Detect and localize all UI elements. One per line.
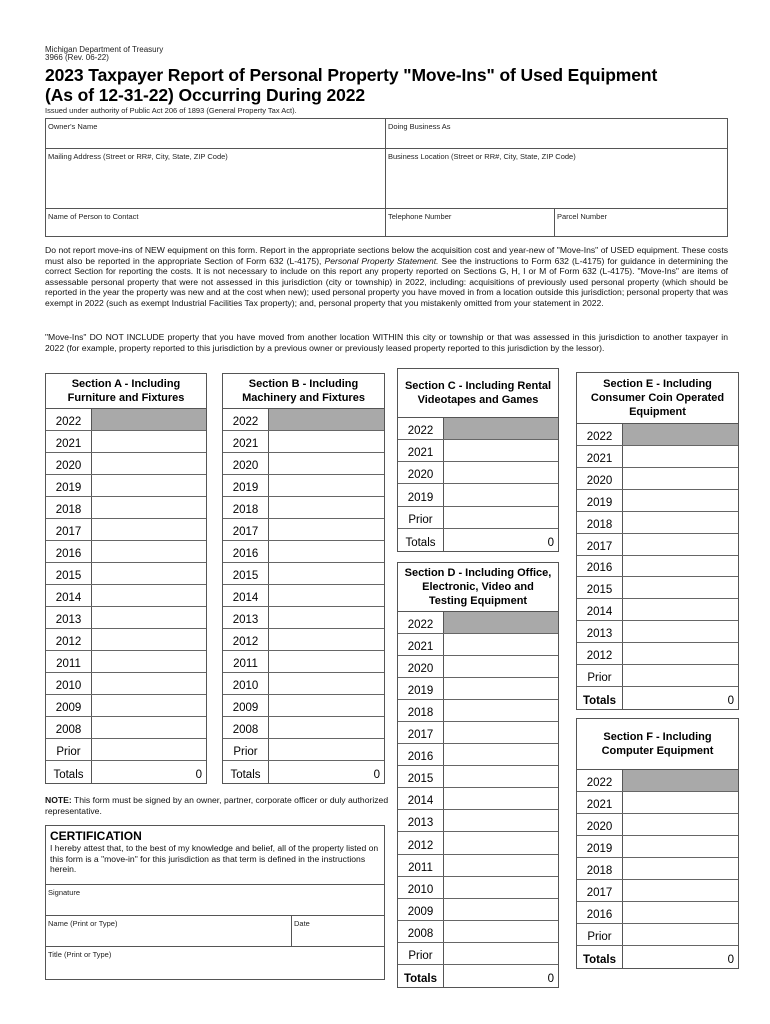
section-a-furniture-fixtures — [45, 373, 207, 784]
year-label: 2021 — [577, 446, 623, 467]
date-field[interactable] — [292, 915, 384, 946]
printed-name-label: Name (Print or Type) — [48, 919, 118, 928]
cost-input[interactable] — [444, 462, 558, 483]
cost-input[interactable] — [92, 651, 206, 672]
year-label: Totals — [223, 761, 269, 783]
cost-input[interactable] — [269, 629, 384, 650]
parcel-number-label: Parcel Number — [557, 212, 608, 221]
section-title: Section C - Including Rental Videotapes and Games — [398, 369, 558, 418]
year-row — [398, 462, 558, 484]
cost-input[interactable] — [269, 585, 384, 606]
year-label: 2022 — [46, 409, 92, 430]
year-label: 2014 — [398, 788, 444, 809]
year-row — [223, 475, 384, 497]
cost-input[interactable] — [92, 541, 206, 562]
year-label: 2019 — [398, 678, 444, 699]
year-label: 2019 — [577, 836, 623, 857]
cost-input[interactable] — [92, 739, 206, 760]
total-value: 0 — [373, 769, 380, 781]
year-label: 2016 — [577, 556, 623, 577]
year-label: 2021 — [398, 634, 444, 655]
cost-input[interactable] — [92, 519, 206, 540]
signature-label: Signature — [48, 888, 81, 897]
year-row — [398, 899, 558, 921]
telephone-label: Telephone Number — [388, 212, 452, 221]
year-label: 2022 — [577, 770, 623, 791]
year-label: 2011 — [398, 855, 444, 876]
date-label: Date — [294, 919, 310, 928]
year-label: 2021 — [398, 440, 444, 461]
year-label: 2018 — [46, 497, 92, 518]
cost-input[interactable] — [444, 700, 558, 721]
cost-input[interactable] — [623, 556, 738, 577]
year-row — [398, 877, 558, 899]
form-number: 3966 (Rev. 06-22) — [45, 53, 109, 62]
year-row — [398, 634, 558, 656]
signature-note — [45, 795, 390, 817]
year-row — [577, 424, 738, 446]
year-label: Prior — [223, 739, 269, 760]
year-label: 2014 — [46, 585, 92, 606]
cost-input[interactable] — [623, 577, 738, 598]
year-row — [46, 409, 206, 431]
cost-input[interactable] — [623, 924, 738, 945]
cost-input[interactable] — [444, 810, 558, 831]
year-label: 2019 — [398, 484, 444, 505]
year-label: 2008 — [223, 717, 269, 738]
page-title — [45, 65, 657, 105]
year-label: 2022 — [577, 424, 623, 445]
year-label: 2014 — [577, 599, 623, 620]
year-label: 2022 — [223, 409, 269, 430]
cost-input[interactable] — [92, 453, 206, 474]
year-label: 2020 — [577, 468, 623, 489]
year-row — [577, 577, 738, 599]
certification-box — [45, 825, 385, 980]
year-row — [223, 695, 384, 717]
cost-input[interactable] — [444, 678, 558, 699]
cost-input[interactable] — [623, 512, 738, 533]
disabled-cost-cell — [444, 612, 558, 633]
year-row — [46, 629, 206, 651]
year-label: 2020 — [398, 462, 444, 483]
section-e-coin-operated — [576, 372, 739, 710]
year-label: 2009 — [46, 695, 92, 716]
owners-name-field[interactable] — [46, 119, 386, 149]
year-row — [398, 855, 558, 877]
year-row — [398, 943, 558, 965]
year-label: Totals — [398, 529, 444, 551]
year-row — [46, 585, 206, 607]
year-label: 2015 — [46, 563, 92, 584]
year-label: 2018 — [398, 700, 444, 721]
year-label: 2017 — [398, 722, 444, 743]
year-row — [577, 770, 738, 792]
mailing-address-label: Mailing Address (Street or RR#, City, State, ZIP Code) — [48, 152, 228, 161]
year-label: 2010 — [46, 673, 92, 694]
year-row — [398, 832, 558, 854]
year-row — [577, 814, 738, 836]
year-label: 2011 — [46, 651, 92, 672]
section-title: Section D - Including Office, Electronic, Video and Testing Equipment — [398, 563, 558, 612]
year-row — [46, 607, 206, 629]
year-row — [398, 810, 558, 832]
cost-input[interactable] — [92, 497, 206, 518]
cost-input[interactable] — [444, 766, 558, 787]
year-label: 2017 — [46, 519, 92, 540]
totals-row — [398, 965, 558, 987]
year-label: 2015 — [398, 766, 444, 787]
doing-business-as-label: Doing Business As — [388, 122, 451, 131]
year-label: Totals — [577, 687, 623, 709]
section-b-machinery-fixtures — [222, 373, 385, 784]
total-value: 0 — [547, 972, 554, 985]
cost-input[interactable] — [623, 880, 738, 901]
totals-row — [46, 761, 206, 783]
note-text: This form must be signed by an owner, partner, corporate officer or duly authorized representative. — [45, 795, 389, 816]
cost-input[interactable] — [444, 656, 558, 677]
year-row — [223, 519, 384, 541]
title-line-2: (As of 12-31-22) Occurring During 2022 — [45, 85, 366, 105]
cost-input[interactable] — [92, 607, 206, 628]
printed-name-field[interactable] — [46, 915, 292, 946]
year-label: 2012 — [398, 832, 444, 853]
instructions-text: Do not report move-ins of NEW equipment on this form. Report in the appropriate sections below the acquisition cost and year-new of "Move-Ins" of USED equipment. These costs must also be reported in the appropriate Section of Form 632 (L-4175), — [45, 245, 728, 266]
year-label: Prior — [398, 507, 444, 528]
year-label: 2017 — [577, 880, 623, 901]
year-label: 2008 — [46, 717, 92, 738]
year-row — [577, 836, 738, 858]
year-row — [577, 924, 738, 946]
year-row — [398, 440, 558, 462]
cost-input[interactable] — [444, 899, 558, 920]
year-row — [223, 739, 384, 761]
cost-input[interactable] — [623, 643, 738, 664]
year-row — [223, 585, 384, 607]
year-label: 2009 — [223, 695, 269, 716]
instructions-paragraph-1 — [45, 245, 728, 309]
year-row — [223, 651, 384, 673]
year-row — [398, 722, 558, 744]
cost-input[interactable] — [92, 585, 206, 606]
note-label: NOTE: — [45, 795, 72, 805]
cost-input[interactable] — [269, 673, 384, 694]
title-field[interactable] — [46, 946, 384, 979]
total-value: 0 — [195, 769, 202, 781]
year-row — [46, 497, 206, 519]
year-label: 2020 — [46, 453, 92, 474]
disabled-cost-cell — [623, 770, 738, 791]
year-label: 2013 — [398, 810, 444, 831]
year-row — [398, 484, 558, 506]
year-label: 2021 — [223, 431, 269, 452]
cost-input[interactable] — [269, 695, 384, 716]
cost-input[interactable] — [269, 519, 384, 540]
year-label: 2010 — [223, 673, 269, 694]
year-label: 2012 — [577, 643, 623, 664]
year-label: 2019 — [46, 475, 92, 496]
business-location-field[interactable] — [386, 149, 727, 209]
cost-input[interactable] — [623, 858, 738, 879]
year-label: 2010 — [398, 877, 444, 898]
disabled-cost-cell — [444, 418, 558, 439]
instructions-text-continued: See the instructions to Form 632 (L-4175) for guidance in determining the correct Section for reporting the costs. It is not necessary to include on this report any property reported on Sections G, H, I or M of Form 632 (L-4175). "Move-Ins" are items of assessable personal property that were not assessed in this jurisdiction (city or township) in 2022, including: acquisitions of previously used personal property (which should be reported in the year the property was new and at the cost when new); used personal property you have moved in from a location outside this jurisdiction; personal property that was exempt in 2022 (such as exempt Industrial Facilities Tax property); and, personal property that you mistakenly omitted from your statement in 2022. — [45, 255, 729, 308]
year-label: 2015 — [223, 563, 269, 584]
year-label: 2021 — [46, 431, 92, 452]
year-label: Totals — [46, 761, 92, 783]
cost-input[interactable] — [269, 497, 384, 518]
cost-input[interactable] — [444, 943, 558, 964]
year-label: 2008 — [398, 921, 444, 942]
telephone-field[interactable] — [386, 209, 555, 237]
year-label: Prior — [577, 924, 623, 945]
cost-input[interactable] — [444, 788, 558, 809]
year-label: 2018 — [577, 512, 623, 533]
year-row — [398, 507, 558, 529]
year-row — [223, 431, 384, 453]
cost-input[interactable] — [92, 695, 206, 716]
cost-input[interactable] — [623, 468, 738, 489]
cost-input[interactable] — [623, 665, 738, 686]
cost-input[interactable] — [623, 621, 738, 642]
contact-person-label: Name of Person to Contact — [48, 212, 139, 221]
title-label: Title (Print or Type) — [48, 950, 112, 959]
year-label: 2019 — [223, 475, 269, 496]
year-row — [46, 673, 206, 695]
cost-input[interactable] — [269, 541, 384, 562]
cost-input[interactable] — [92, 629, 206, 650]
cost-input[interactable] — [444, 484, 558, 505]
year-row — [577, 621, 738, 643]
totals-row — [398, 529, 558, 551]
year-row — [398, 418, 558, 440]
total-value: 0 — [727, 954, 734, 966]
doing-business-as-field[interactable] — [386, 119, 727, 149]
year-row — [223, 563, 384, 585]
year-row — [223, 629, 384, 651]
year-row — [577, 880, 738, 902]
year-label: 2018 — [577, 858, 623, 879]
year-row — [577, 534, 738, 556]
year-row — [398, 744, 558, 766]
contact-person-field[interactable] — [46, 209, 386, 237]
section-title: Section B - Including Machinery and Fixtures — [223, 374, 384, 409]
certification-text: I hereby attest that, to the best of my knowledge and belief, all of the property listed on this form is a "move-in" for this jurisdiction as that term is defined in the instructions herein. — [50, 843, 379, 874]
totals-row — [577, 687, 738, 709]
year-row — [46, 431, 206, 453]
year-label: 2013 — [577, 621, 623, 642]
year-label: 2013 — [46, 607, 92, 628]
year-row — [46, 519, 206, 541]
year-row — [223, 717, 384, 739]
year-label: 2012 — [223, 629, 269, 650]
year-label: 2017 — [577, 534, 623, 555]
instructions-paragraph-2: "Move-Ins" DO NOT INCLUDE property that you have moved from another location WITHIN this city or township or that was assessed in this jurisdiction to another taxpayer in 2022 (for example, property reported to this jurisdiction by a previous owner or previously leased property reported to this jurisdiction by the lessor). — [45, 332, 728, 353]
cost-input[interactable] — [444, 634, 558, 655]
year-label: 2015 — [577, 577, 623, 598]
cost-input[interactable] — [269, 607, 384, 628]
cost-input[interactable] — [623, 490, 738, 511]
year-label: Prior — [577, 665, 623, 686]
year-row — [46, 563, 206, 585]
year-label: 2013 — [223, 607, 269, 628]
year-row — [46, 717, 206, 739]
year-row — [398, 766, 558, 788]
year-row — [577, 468, 738, 490]
year-label: 2020 — [223, 453, 269, 474]
section-c-rental-videotapes — [397, 368, 559, 552]
year-row — [577, 858, 738, 880]
year-row — [223, 673, 384, 695]
totals-row — [223, 761, 384, 783]
cost-input[interactable] — [444, 855, 558, 876]
instructions-italic-text: Personal Property Statement. — [324, 255, 439, 266]
year-row — [398, 921, 558, 943]
disabled-cost-cell — [269, 409, 384, 430]
totals-row — [577, 946, 738, 968]
disabled-cost-cell — [92, 409, 206, 430]
year-label: 2014 — [223, 585, 269, 606]
cost-input[interactable] — [444, 440, 558, 461]
signature-field[interactable] — [46, 884, 384, 915]
cost-input[interactable] — [623, 814, 738, 835]
year-label: Totals — [577, 946, 623, 968]
certification-title: CERTIFICATION — [50, 829, 142, 843]
cost-input[interactable] — [444, 507, 558, 528]
section-title: Section F - Including Computer Equipment — [577, 719, 738, 770]
year-row — [398, 656, 558, 678]
year-row — [398, 700, 558, 722]
section-d-office-electronic — [397, 562, 559, 988]
mailing-address-field[interactable] — [46, 149, 386, 209]
taxpayer-info-grid — [45, 118, 728, 237]
year-label: 2016 — [398, 744, 444, 765]
year-row — [46, 651, 206, 673]
year-row — [223, 453, 384, 475]
title-line-1: 2023 Taxpayer Report of Personal Property "Move-Ins" of Used Equipment — [45, 65, 658, 85]
year-row — [577, 446, 738, 468]
section-title: Section E - Including Consumer Coin Operated Equipment — [577, 373, 738, 424]
authority-text: Issued under authority of Public Act 206 of 1893 (General Property Tax Act). — [45, 106, 297, 115]
cost-input[interactable] — [269, 563, 384, 584]
cost-input[interactable] — [269, 431, 384, 452]
cost-input[interactable] — [92, 475, 206, 496]
year-row — [398, 678, 558, 700]
year-row — [398, 612, 558, 634]
year-label: 2021 — [577, 792, 623, 813]
year-row — [46, 453, 206, 475]
year-row — [223, 497, 384, 519]
year-row — [577, 643, 738, 665]
year-label: 2011 — [223, 651, 269, 672]
year-label: 2020 — [398, 656, 444, 677]
year-row — [46, 541, 206, 563]
cost-input[interactable] — [623, 902, 738, 923]
year-label: 2019 — [577, 490, 623, 511]
year-row — [46, 695, 206, 717]
year-label: Prior — [398, 943, 444, 964]
cost-input[interactable] — [623, 792, 738, 813]
cost-input[interactable] — [92, 563, 206, 584]
cost-input[interactable] — [623, 599, 738, 620]
cost-input[interactable] — [444, 832, 558, 853]
year-label: Prior — [46, 739, 92, 760]
year-label: 2022 — [398, 612, 444, 633]
year-row — [577, 902, 738, 924]
cost-input[interactable] — [269, 717, 384, 738]
year-row — [577, 665, 738, 687]
year-row — [223, 409, 384, 431]
year-row — [577, 512, 738, 534]
year-label: 2016 — [46, 541, 92, 562]
cost-input[interactable] — [269, 651, 384, 672]
year-row — [223, 541, 384, 563]
department-name: Michigan Department of Treasury — [45, 45, 164, 54]
year-label: 2020 — [577, 814, 623, 835]
cost-input[interactable] — [269, 739, 384, 760]
owners-name-label: Owner's Name — [48, 122, 98, 131]
year-label: 2009 — [398, 899, 444, 920]
year-label: 2016 — [223, 541, 269, 562]
year-row — [577, 599, 738, 621]
disabled-cost-cell — [623, 424, 738, 445]
parcel-number-field[interactable] — [555, 209, 727, 237]
year-label: 2017 — [223, 519, 269, 540]
cost-input[interactable] — [92, 673, 206, 694]
year-label: 2022 — [398, 418, 444, 439]
year-row — [577, 490, 738, 512]
year-row — [398, 788, 558, 810]
year-row — [577, 792, 738, 814]
cost-input[interactable] — [444, 744, 558, 765]
cost-input[interactable] — [444, 921, 558, 942]
year-row — [223, 607, 384, 629]
cost-input[interactable] — [623, 534, 738, 555]
year-label: 2012 — [46, 629, 92, 650]
total-value: 0 — [727, 694, 734, 707]
cost-input[interactable] — [623, 446, 738, 467]
cost-input[interactable] — [92, 431, 206, 452]
year-row — [46, 475, 206, 497]
section-f-computer-equipment — [576, 718, 739, 969]
year-label: 2016 — [577, 902, 623, 923]
cost-input[interactable] — [269, 475, 384, 496]
year-label: Totals — [398, 965, 444, 987]
cost-input[interactable] — [623, 836, 738, 857]
form-header-info — [45, 46, 163, 62]
section-title: Section A - Including Furniture and Fixtures — [46, 374, 206, 409]
year-label: 2018 — [223, 497, 269, 518]
year-row — [577, 556, 738, 578]
business-location-label: Business Location (Street or RR#, City, State, ZIP Code) — [388, 152, 576, 161]
cost-input[interactable] — [92, 717, 206, 738]
cost-input[interactable] — [269, 453, 384, 474]
total-value: 0 — [547, 536, 554, 549]
year-row — [46, 739, 206, 761]
cost-input[interactable] — [444, 877, 558, 898]
cost-input[interactable] — [444, 722, 558, 743]
